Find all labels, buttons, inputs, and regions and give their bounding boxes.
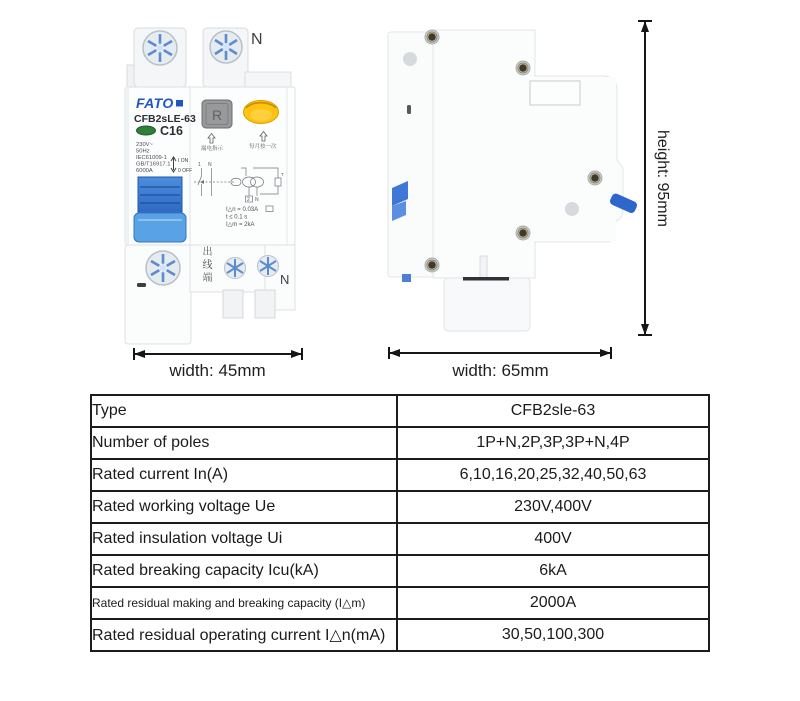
- spec-label: Rated current In(A): [91, 459, 397, 491]
- terminal-screw-icon: [146, 251, 180, 285]
- screw-icon: [516, 61, 530, 75]
- table-row: [91, 555, 709, 587]
- screw-icon: [425, 258, 439, 272]
- side-width-arrow: [383, 345, 617, 361]
- side-width-label: width: 65mm: [452, 361, 549, 380]
- screw-icon: [516, 226, 530, 240]
- test-monthly-label: 每月按一次: [249, 144, 277, 150]
- side-body: [388, 30, 623, 331]
- screw-icon: [425, 30, 439, 44]
- side-view-image: [375, 10, 645, 350]
- model-label: CFB2sLE-63: [134, 113, 196, 125]
- front-view-image: [90, 10, 320, 350]
- terminal-screw-icon: [210, 31, 242, 63]
- svg-text:2: 2: [247, 197, 250, 203]
- spec-value: 6kA: [397, 555, 709, 587]
- terminal-screw-icon: [258, 256, 279, 277]
- svg-text:t ≤ 0.1 s: t ≤ 0.1 s: [226, 214, 248, 221]
- side-hole: [565, 202, 579, 216]
- svg-text:I ON: I ON: [178, 158, 189, 164]
- spec-label: Rated insulation voltage Ui: [91, 523, 397, 555]
- spec-table: [90, 394, 710, 652]
- svg-text:1: 1: [198, 162, 201, 168]
- height-arrow: [636, 14, 654, 342]
- outgoing-terminal-label: 出线端: [200, 246, 211, 285]
- spec-label: Type: [91, 395, 397, 427]
- spec-label: Rated residual making and breaking capacity (I△m): [91, 587, 397, 619]
- svg-text:6000A: 6000A: [136, 168, 153, 174]
- terminal-screw-icon: [225, 258, 246, 279]
- table-row: [91, 523, 709, 555]
- spec-value: 6,10,16,20,25,32,40,50,63: [397, 459, 709, 491]
- table-row: [91, 587, 709, 619]
- svg-text:I△n = 0.03A: I△n = 0.03A: [226, 207, 259, 213]
- spec-label: Rated working voltage Ue: [91, 491, 397, 523]
- svg-text:50Hz: 50Hz: [136, 148, 150, 155]
- svg-text:I△m = 2kA: I△m = 2kA: [226, 222, 255, 228]
- current-rating-label: C16: [160, 124, 183, 138]
- breaker-toggle-handle[interactable]: [134, 177, 186, 242]
- din-slot: [137, 283, 146, 287]
- leakage-indicator-label: 漏电指示: [201, 146, 224, 152]
- spec-value: 1P+N,2P,3P,3P+N,4P: [397, 427, 709, 459]
- status-indicator-green: [137, 126, 156, 135]
- side-label-plate: [530, 81, 580, 105]
- svg-text:230V~: 230V~: [136, 142, 153, 148]
- svg-text:0 OFF: 0 OFF: [178, 168, 193, 174]
- svg-text:N: N: [255, 197, 259, 203]
- svg-text:R: R: [211, 107, 223, 123]
- front-width-arrow: [126, 346, 310, 362]
- svg-text:GB/T16917.1: GB/T16917.1: [136, 161, 171, 168]
- reset-button[interactable]: [202, 100, 232, 128]
- screw-icon: [588, 171, 602, 185]
- neutral-bottom-label: N: [280, 272, 290, 287]
- brand-logo-mark: [176, 100, 183, 107]
- brand-logo: FATO: [136, 95, 174, 111]
- spec-value: 230V,400V: [397, 491, 709, 523]
- table-row: [91, 459, 709, 491]
- table-row: [91, 427, 709, 459]
- front-top-terminals: [127, 28, 291, 87]
- terminal-screw-icon: [143, 31, 177, 65]
- side-hole: [403, 52, 417, 66]
- table-row: [91, 491, 709, 523]
- neutral-top-label: N: [251, 31, 263, 48]
- table-row: [91, 395, 709, 427]
- svg-text:IEC61009-1: IEC61009-1: [136, 155, 167, 161]
- spec-value: 400V: [397, 523, 709, 555]
- svg-text:N: N: [208, 162, 212, 168]
- spec-value: 30,50,100,300: [397, 619, 709, 651]
- front-width-label: width: 45mm: [169, 361, 266, 380]
- spec-label: Rated breaking capacity Icu(kA): [91, 555, 397, 587]
- height-label: height: 95mm: [654, 130, 671, 227]
- table-row: [91, 619, 709, 651]
- svg-text:T: T: [281, 172, 284, 177]
- spec-value: CFB2sle-63: [397, 395, 709, 427]
- spec-label: Rated residual operating current I△n(mA): [91, 619, 397, 651]
- test-button[interactable]: [244, 101, 279, 124]
- spec-label: Number of poles: [91, 427, 397, 459]
- spec-value: 2000A: [397, 587, 709, 619]
